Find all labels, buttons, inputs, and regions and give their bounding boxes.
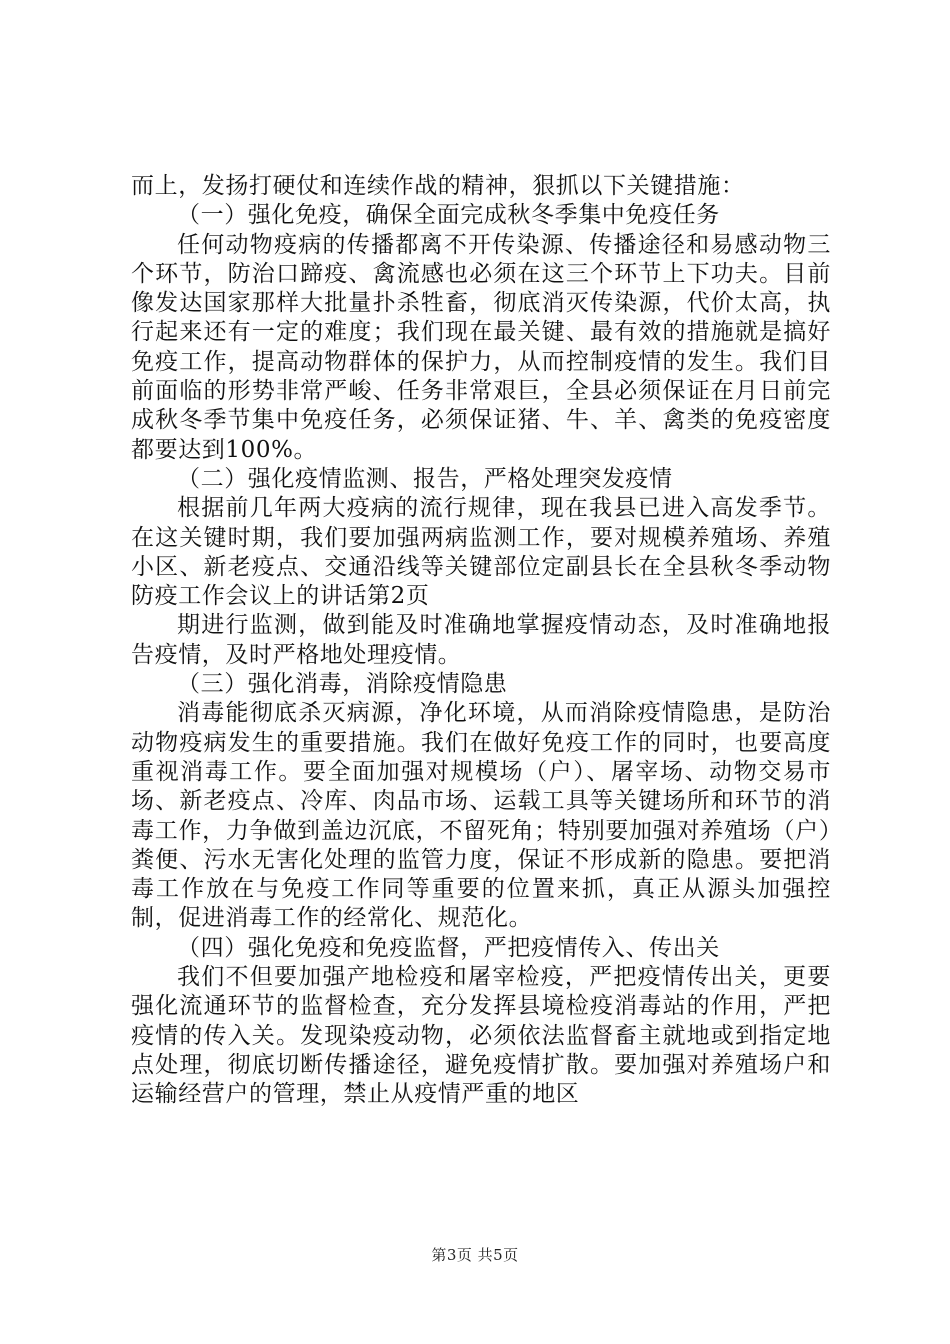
paragraph-body: 任何动物疫病的传播都离不开传染源、传播途径和易感动物三个环节，防治口蹄疫、禽流感也必须在这三个环节上下功夫。目前像发达国家那样大批量扑杀牲畜，彻底消灭传染源，代价太高，执行起来还有一定的难度；我们现在最关键、最有效的措施就是搞好免疫工作，提高动物群体的保护力，从而控制疫情的发生。我们目前面临的形势非常严峻、任务非常艰巨，全县必须保证在月日前完成秋冬季节集中免疫任务，必须保证猪、牛、羊、禽类的免疫密度都要达到100%。: [131, 231, 831, 463]
page-footer: 第3页 共5页: [431, 1246, 519, 1264]
section-heading-1: （一）强化免疫，确保全面完成秋冬季集中免疫任务: [177, 202, 720, 229]
paragraph-continuation: 而上，发扬打硬仗和连续作战的精神，狠抓以下关键措施：: [131, 173, 745, 199]
document-body: [131, 172, 831, 1110]
paragraph-body: 消毒能彻底杀灭病源，净化环境，从而消除疫情隐患，是防治动物疫病发生的重要措施。我们在做好免疫工作的同时，也要高度重视消毒工作。要全面加强对规模场（户）、屠宰场、动物交易市场、新老疫点、冷库、肉品市场、运载工具等关键场所和环节的消毒工作，力争做到盖边沉底，不留死角；特别要加强对养殖场（户）粪便、污水无害化处理的监管力度，保证不形成新的隐患。要把消毒工作放在与免疫工作同等重要的位置来抓，真正从源头加强控制，促进消毒工作的经常化、规范化。: [131, 700, 831, 932]
paragraph-body: 根据前几年两大疫病的流行规律，现在我县已进入高发季节。在这关键时期，我们要加强两病监测工作，要对规模养殖场、养殖小区、新老疫点、交通沿线等关键部位定副县长在全县秋冬季动物防疫工作会议上的讲话第2页: [131, 495, 831, 610]
paragraph-body: 我们不但要加强产地检疫和屠宰检疫，严把疫情传出关，更要强化流通环节的监督检查，充分发挥县境检疫消毒站的作用，严把疫情的传入关。发现染疫动物，必须依法监督畜主就地或到指定地点处理，彻底切断传播途径，避免疫情扩散。要加强对养殖场户和运输经营户的管理，禁止从疫情严重的地区: [131, 964, 831, 1108]
section-heading-2: （二）强化疫情监测、报告，严格处理突发疫情: [177, 465, 673, 492]
paragraph-body: 期进行监测，做到能及时准确地掌握疫情动态，及时准确地报告疫情，及时严格地处理疫情。: [131, 612, 831, 668]
section-heading-4: （四）强化免疫和免疫监督，严把疫情传入、传出关: [177, 934, 720, 961]
section-heading-3: （三）强化消毒，消除疫情隐患: [177, 671, 508, 698]
